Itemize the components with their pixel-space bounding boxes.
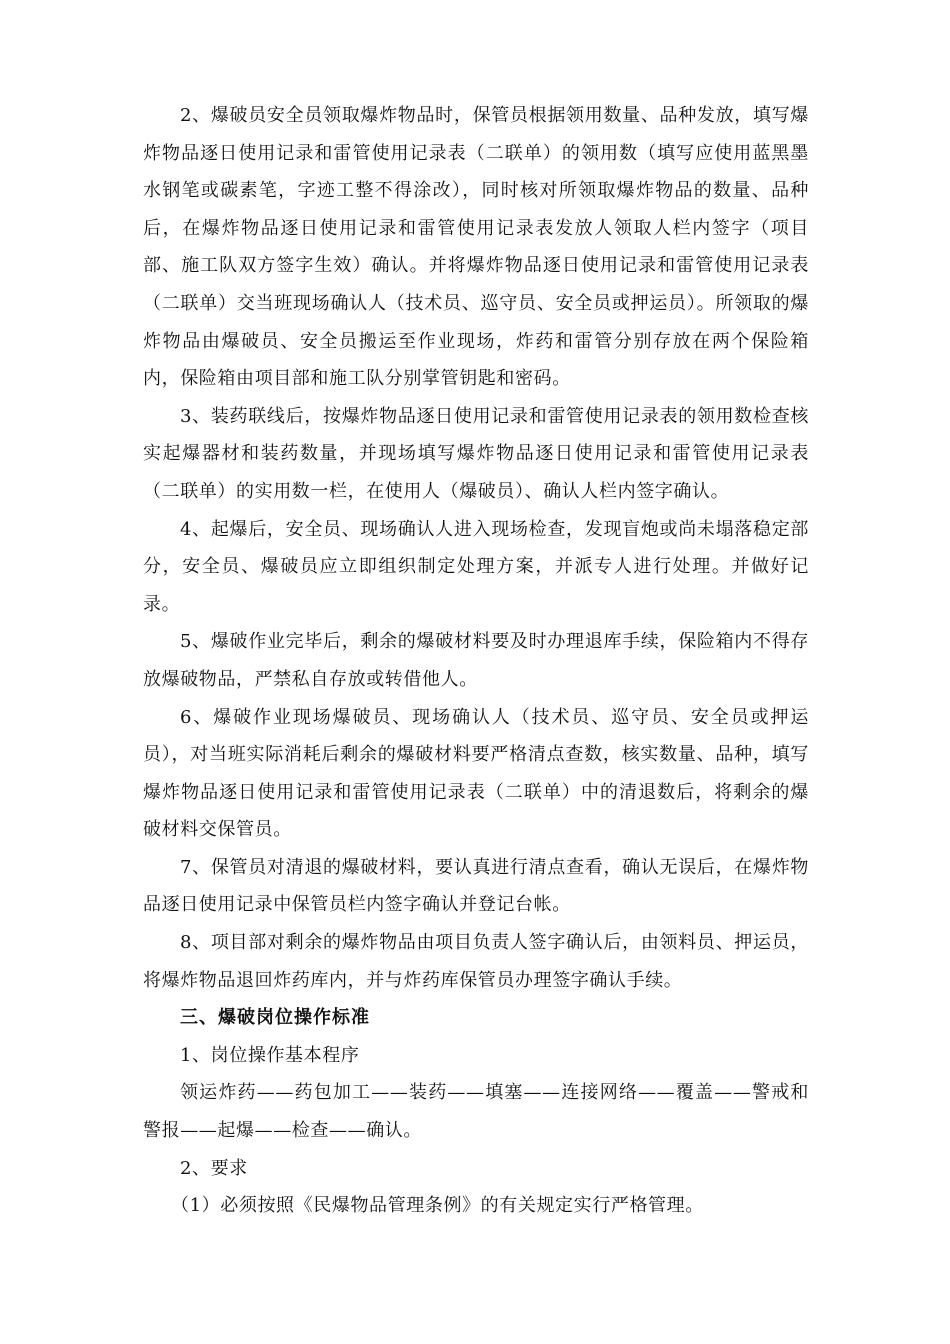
paragraph-item-8: 8、项目部对剩余的爆炸物品由项目负责人签字确认后，由领料员、押运员，将爆炸物品退回炸药库内，并与炸药库保管员办理签字确认手续。 <box>143 932 809 991</box>
paragraph-item-7: 7、保管员对清退的爆破材料，要认真进行清点查看，确认无误后，在爆炸物品逐日使用记录中保管员栏内签字确认并登记台帐。 <box>143 856 809 916</box>
procedure-steps: 领运炸药——药包加工——装药——填塞——连接网络——覆盖——警戒和警报——起爆——检查——确认。 <box>143 1082 809 1142</box>
paragraph-item-6: 6、爆破作业现场爆破员、现场确认人（技术员、巡守员、安全员或押运员），对当班实际消耗后剩余的爆破材料要严格清点查数，核实数量、品种，填写爆炸物品逐日使用记录和雷管使用记录表（二联单）中的清退数后，将剩余的爆破材料交保管员。 <box>143 706 809 841</box>
document-page <box>143 97 809 1225</box>
paragraph-item-3: 3、装药联线后，按爆炸物品逐日使用记录和雷管使用记录表的领用数检查核实起爆器材和装药数量，并现场填写爆炸物品逐日使用记录和雷管使用记录表（二联单）的实用数一栏，在使用人（爆破员）、确认人栏内签字确认。 <box>143 405 809 502</box>
paragraph-item-2: 2、爆破员安全员领取爆炸物品时，保管员根据领用数量、品种发放，填写爆炸物品逐日使用记录和雷管使用记录表（二联单）的领用数（填写应使用蓝黑墨水钢笔或碳素笔，字迹工整不得涂改），同时核对所领取爆炸物品的数量、品种后，在爆炸物品逐日使用记录和雷管使用记录表发放人领取人栏内签字（项目部、施工队双方签字生效）确认。并将爆炸物品逐日使用记录和雷管使用记录表（二联单）交当班现场确认人（技术员、巡守员、安全员或押运员）。所领取的爆炸物品由爆破员、安全员搬运至作业现场，炸药和雷管分别存放在两个保险箱内，保险箱由项目部和施工队分别掌管钥匙和密码。 <box>143 105 809 390</box>
paragraph-item-5: 5、爆破作业完毕后，剩余的爆破材料要及时办理退库手续，保险箱内不得存放爆破物品，严禁私自存放或转借他人。 <box>143 631 809 690</box>
section-heading: 三、爆破岗位操作标准 <box>180 1007 370 1029</box>
subheading-basic-procedure: 1、岗位操作基本程序 <box>180 1044 360 1066</box>
requirement-item-1: （1）必须按照《民爆物品管理条例》的有关规定实行严格管理。 <box>171 1195 704 1217</box>
subheading-requirements: 2、要求 <box>180 1157 248 1179</box>
paragraph-item-4: 4、起爆后，安全员、现场确认人进入现场检查，发现盲炮或尚未塌落稳定部分，安全员、爆破员应立即组织制定处理方案，并派专人进行处理。并做好记录。 <box>143 518 809 615</box>
